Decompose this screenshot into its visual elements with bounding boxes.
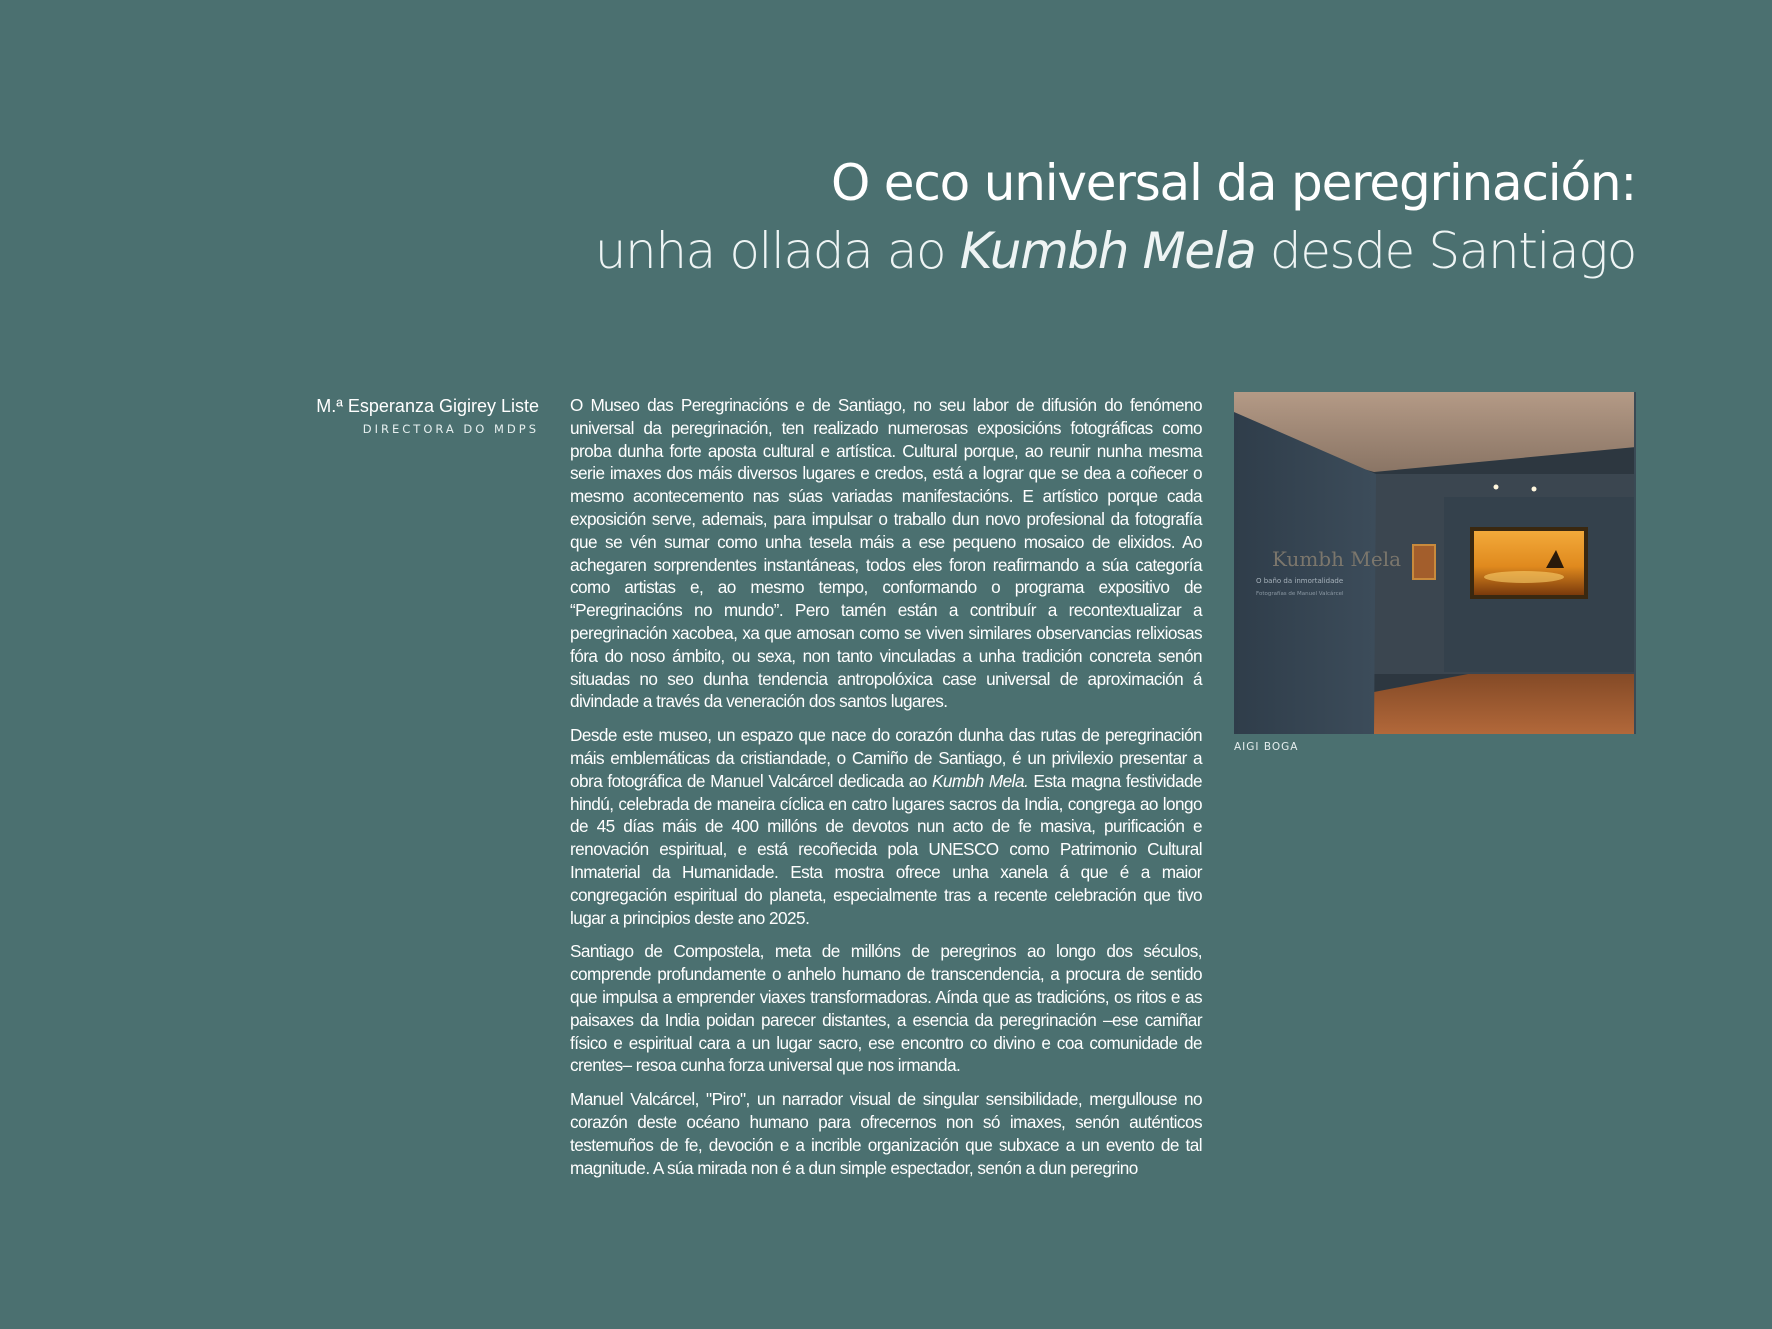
paragraph-2-end: Esta magna festividade hindú, celebrada de maneira cíclica en catro lugares sacros da India, congrega ao longo de 45 días máis de 400 millóns de devotos nun acto de fe masiva, purificación e renovación espiritual, e está recoñecida pola UNESCO como Patrimonio Cultural Inmaterial da Humanidade. Esta mostra ofrece unha xanela á que é a maior congregación espiritual do planeta, especialmente tras a recente celebración que tivo lugar a principios deste ano 2025. <box>570 770 1202 928</box>
sunset-painting <box>1474 531 1584 595</box>
title-subtitle-prefix: unha ollada ao <box>594 222 960 280</box>
article-title <box>536 150 1636 286</box>
wall-text-title: Kumbh Mela <box>1272 547 1402 571</box>
article-body <box>570 394 1202 1190</box>
author-byline <box>239 394 539 438</box>
title-main: O eco universal da peregrinación: <box>830 154 1636 212</box>
paragraph-4: Manuel Valcárcel, "Piro", un narrador visual de singular sensibilidade, mergullouse no corazón deste océano humano para ofrecernos non só imaxes, senón auténticos testemuños de fe, devoción e a incrible organización que subxace a un evento de tal magnitude. A súa mirada non é a dun simple espectador, senón a dun peregrino <box>570 1089 1202 1178</box>
paragraph-2 <box>570 724 1202 929</box>
wall-text-byline: Fotografías de Manuel Valcárcel <box>1256 591 1344 597</box>
paragraph-1: O Museo das Peregrinacións e de Santiago, no seu labor de difusión do fenómeno universal da peregrinación, ten realizado numerosas exposicións fotográficas como proba dunha forte aposta cultural e artística. Cultural porque, ao reunir nunha mesma serie imaxes dos máis diversos lugares e credos, está a lograr que se dea a coñecer o mesmo acontecemento nas súas variadas manifestacións. E artístico porque cada exposición serve, ademais, para impulsar o traballo dun novo profesional da fotografía que se vén sumar como unha tesela máis a ese pequeno mosaico de elixidos. Ao achegaren sorprendentes instantáneas, todos eles foron reafirmando a súa categoría como artistas e, ao mesmo tempo, conformando o programa expositivo de “Peregrinacións no mundo”. Pero tamén están a contribuír a recontextualizar a peregrinación xacobea, xa que amosan como se viven similares observancias relixiosas fóra do noso ámbito, ou sexa, non tanto vinculadas a unha tradición concreta senón situadas no seo dunha tendencia antropolóxica case universal de aproximación á divindade a través da veneración dos santos lugares. <box>570 395 1202 712</box>
exhibition-photo <box>1234 392 1636 734</box>
exhibition-room-illustration <box>1234 392 1636 734</box>
paragraph-2-emphasis: Kumbh Mela. <box>931 770 1029 791</box>
author-role: DIRECTORA DO MDPS <box>362 422 539 436</box>
paragraph-3: Santiago de Compostela, meta de millóns de peregrinos ao longo dos séculos, comprende profundamente o anhelo humano de transcendencia, a procura de sentido que impulsa a emprender viaxes transformadoras. Aínda que as tradicións, os ritos e as paisaxes da India poidan parecer distantes, a esencia da peregrinación –ese camiñar físico e espiritual cara a un lugar sacro, ese encontro co divino e coa comunidade de crentes– resoa cunha forza universal que nos irmanda. <box>570 941 1202 1076</box>
title-subtitle-suffix: desde Santiago <box>1255 222 1636 280</box>
photo-credit: AIGI BOGA <box>1234 741 1299 753</box>
title-subtitle <box>536 216 1636 286</box>
paragraph-2-start: Desde este museo, un espazo que nace do corazón dunha das rutas de peregrinación máis emblemáticas da cristiandade, o Camiño de Santiago, é un privilexio presentar a obra fotográfica de Manuel Valcárcel dedicada ao <box>570 725 1202 791</box>
author-name: M.ª Esperanza Gigirey Liste <box>316 396 539 416</box>
title-subtitle-emphasis: Kumbh Mela <box>959 222 1256 280</box>
wall-text-subtitle: O baño da inmortalidade <box>1256 577 1344 585</box>
